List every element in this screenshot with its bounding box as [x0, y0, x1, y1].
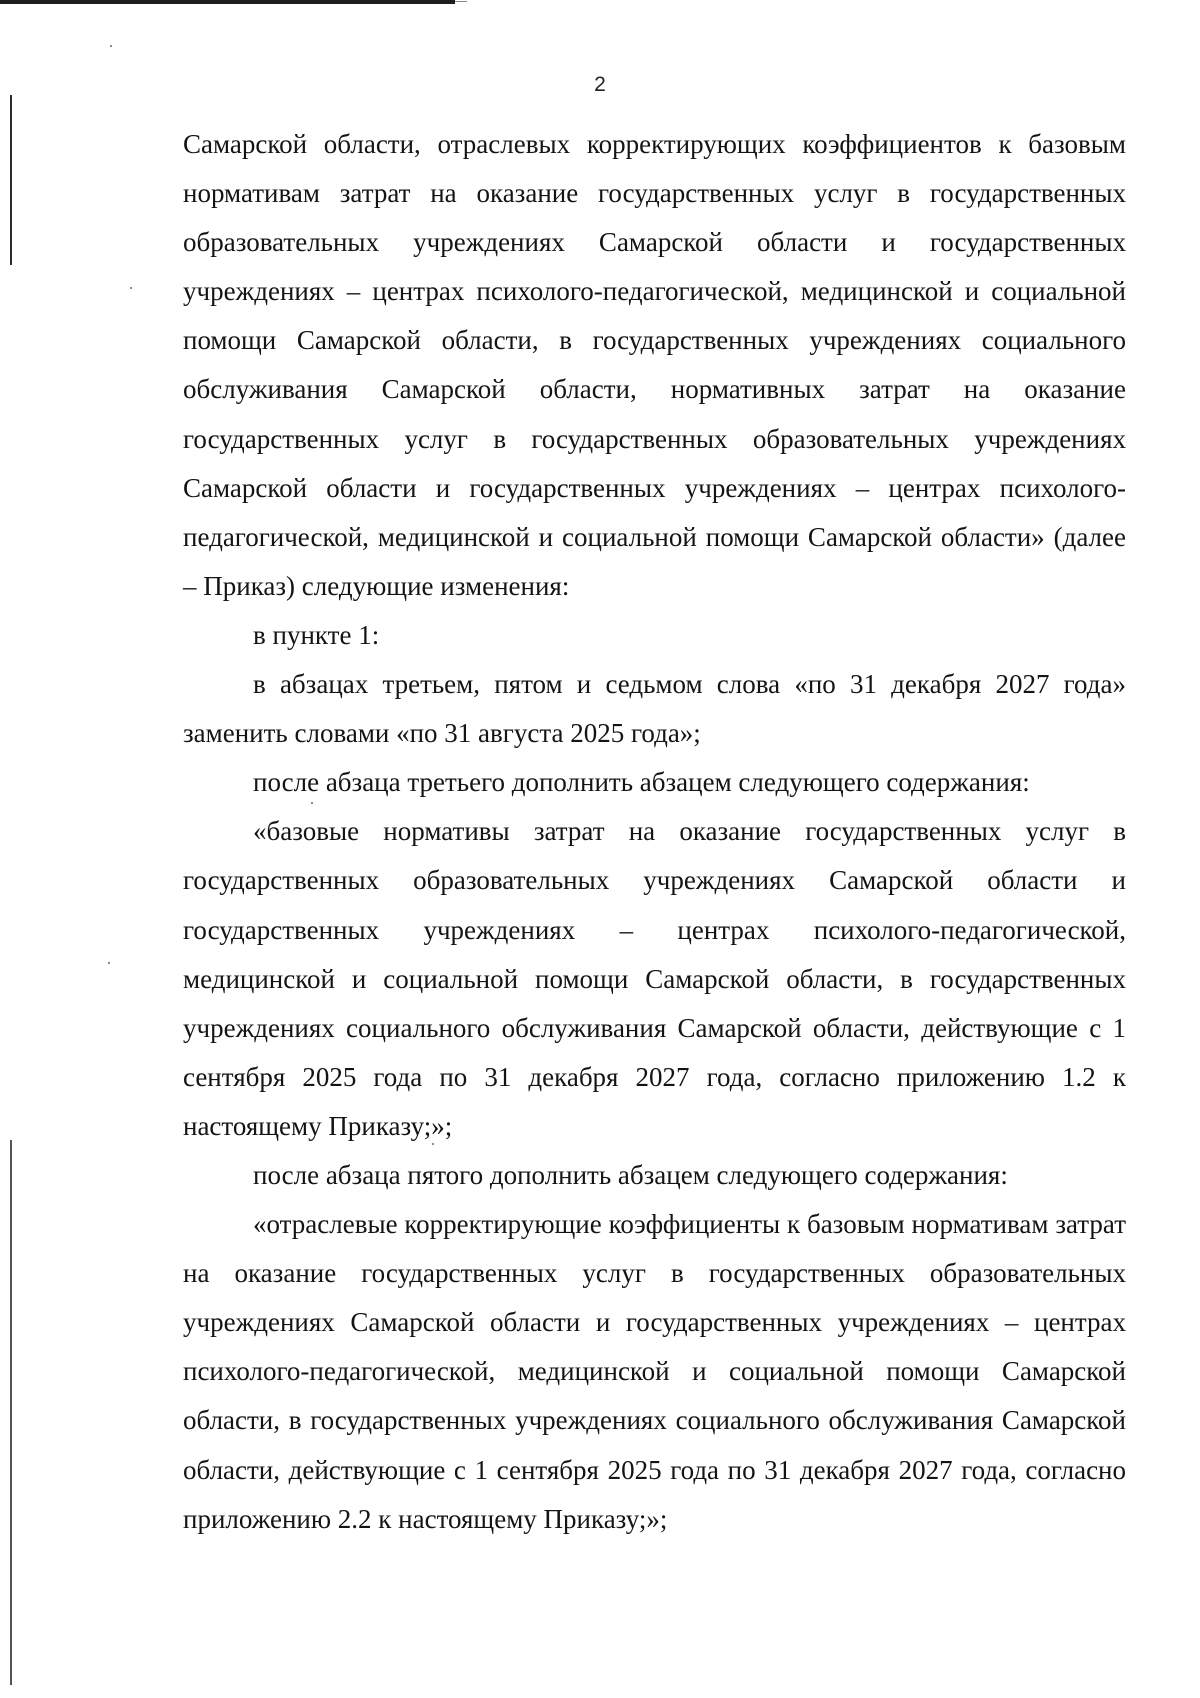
scan-left-edge-mark [10, 95, 12, 265]
scan-left-edge-mark [10, 1140, 12, 1685]
paragraph-after-fifth: после абзаца пятого дополнить абзацем следующего содержания: [253, 1159, 1008, 1190]
scan-speck [130, 287, 132, 289]
scan-speck [108, 962, 110, 964]
paragraph-item-1: в пункте 1: [253, 619, 380, 650]
paragraph-after-third: после абзаца третьего дополнить абзацем следующего содержания: [253, 767, 1030, 798]
page-number: 2 [594, 73, 606, 96]
paragraph-quote-coefficients: «отраслевые корректирующие коэффициенты к базовым нормативам затрат на оказание государственных услуг в государственных образовательных учреждениях Самарской области и государственных учреждениях – центрах психолого-педагогической, медицинской и социальной помощи Самарской области, в государственных учреждениях социального обслуживания Самарской области, действующие с 1 сентября 2025 года по 31 декабря 2027 года, согласно приложению 2.2 к настоящему Приказу;»; [183, 1209, 1126, 1534]
scan-speck [110, 45, 112, 47]
paragraph-quote-base-norms: «базовые нормативы затрат на оказание государственных услуг в государственных образовательных учреждениях Самарской области и государственных учреждениях – центрах психолого-педагогической, медицинской и социальной помощи Самарской области, в государственных учреждениях социального обслуживания Самарской области, действующие с 1 сентября 2025 года по 31 декабря 2027 года, согласно приложению 1.2 к настоящему Приказу;»; [183, 816, 1126, 1141]
document-body [183, 120, 1126, 1544]
scan-top-rule-tail [455, 1, 467, 2]
scan-top-rule [0, 0, 455, 4]
paragraph-continuation: Самарской области, отраслевых корректирующих коэффициентов к базовым нормативам затрат на оказание государственных услуг в государственных образовательных учреждениях Самарской области и государственных учреждениях – центрах психолого-педагогической, медицинской и социальной помощи Самарской области, в государственных учреждениях социального обслуживания Самарской области, нормативных затрат на оказание государственных услуг в государственных образовательных учреждениях Самарской области и государственных учреждениях – центрах психолого-педагогической, медицинской и социальной помощи Самарской области» (далее – Приказ) следующие изменения: [183, 129, 1126, 601]
paragraph-replace-words: в абзацах третьем, пятом и седьмом слова «по 31 декабря 2027 года» заменить словами «по 31 августа 2025 года»; [183, 669, 1126, 749]
